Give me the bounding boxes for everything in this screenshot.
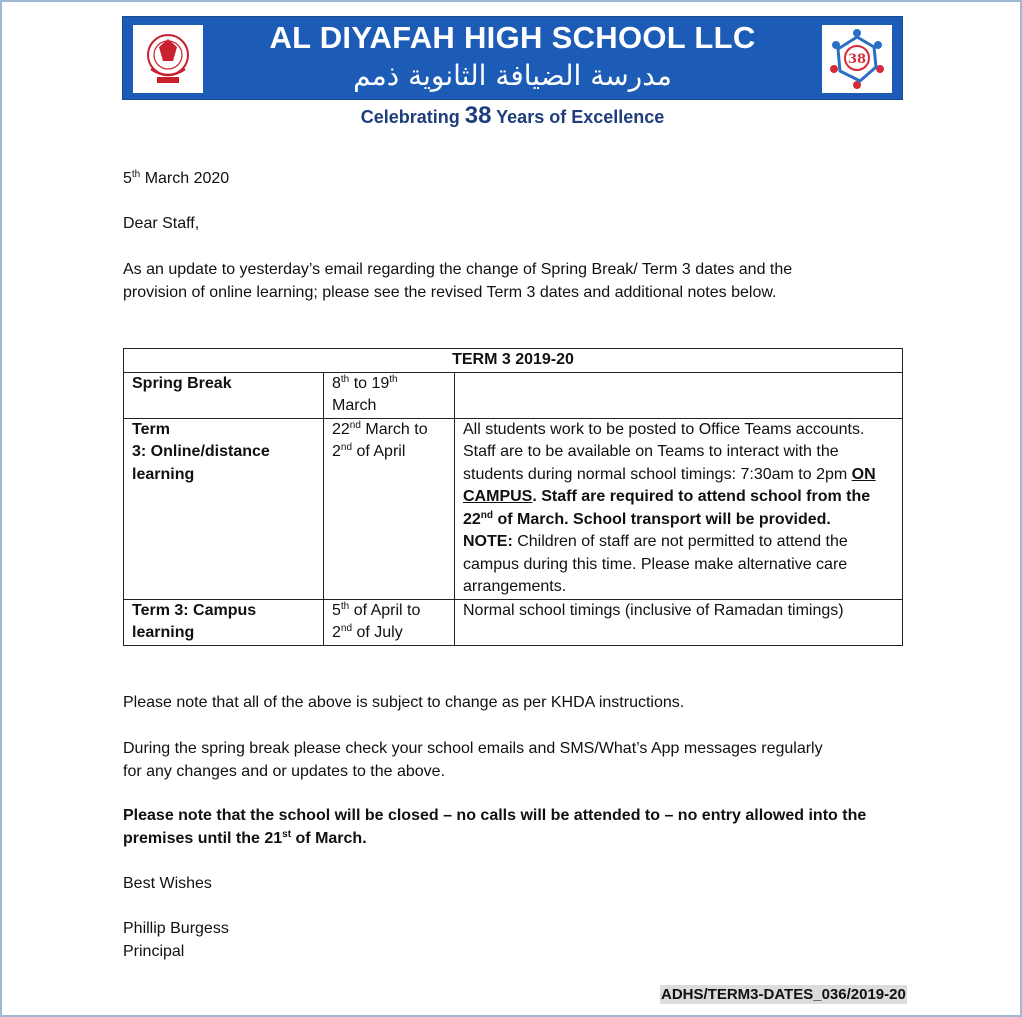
signer-name: Phillip Burgess bbox=[123, 920, 229, 937]
reference-code: ADHS/TERM3-DATES_036/2019-20 bbox=[661, 986, 906, 1003]
table-title: TERM 3 2019-20 bbox=[124, 349, 903, 373]
closing: Best Wishes bbox=[123, 875, 212, 892]
tagline bbox=[122, 102, 903, 130]
intro-paragraph: As an update to yesterday’s email regarding the change of Spring Break/ Term 3 dates and the provision of online learning; please see the revised Term 3 dates and additional notes below. bbox=[123, 261, 793, 301]
school-banner bbox=[122, 16, 903, 100]
tagline-pre: Celebrating bbox=[360, 107, 460, 127]
spring-break-note: During the spring break please check your school emails and SMS/What’s App messages regularly for any changes and or updates to the above. bbox=[123, 740, 823, 780]
signer-title: Principal bbox=[123, 943, 185, 960]
table-row: Term 3: Campus learning 5th of April to 2nd of July Normal school timings (inclusive of Ramadan timings) bbox=[124, 599, 903, 645]
table-row: Term 3: Online/distance learning 22nd March to 2nd of April All students work to be posted to Office Teams accounts. Staff are to be available on Teams to interact with the students during normal school timings: 7:30am to 2pm ON CAMPUS. Staff are required to attend school from the 22nd of March. School transport will be provided. NOTE: Children of staff are not permitted to attend the campus during this time. Please make alternative care arrangements. bbox=[124, 418, 903, 599]
tagline-years: 38 bbox=[464, 102, 492, 129]
signature-block bbox=[123, 917, 903, 963]
salutation: Dear Staff, bbox=[123, 215, 200, 232]
school-name-arabic: مدرسة الضيافة الثانوية ذمم bbox=[353, 59, 672, 92]
school-name: AL DIYAFAH HIGH SCHOOL LLC bbox=[269, 20, 756, 55]
khda-note: Please note that all of the above is subject to change as per KHDA instructions. bbox=[123, 694, 685, 711]
letter-date: 5th March 2020 bbox=[123, 169, 230, 187]
table-row: Spring Break 8th to 19th March bbox=[124, 372, 903, 418]
closure-notice: Please note that the school will be closed – no calls will be attended to – no entry allowed into the premises until the 21st of March. bbox=[123, 807, 867, 847]
badge-number: 38 bbox=[847, 52, 867, 67]
tagline-post: Years of Excellence bbox=[496, 107, 665, 127]
term-dates-table bbox=[123, 348, 903, 646]
anniversary-38-logo bbox=[822, 25, 892, 93]
